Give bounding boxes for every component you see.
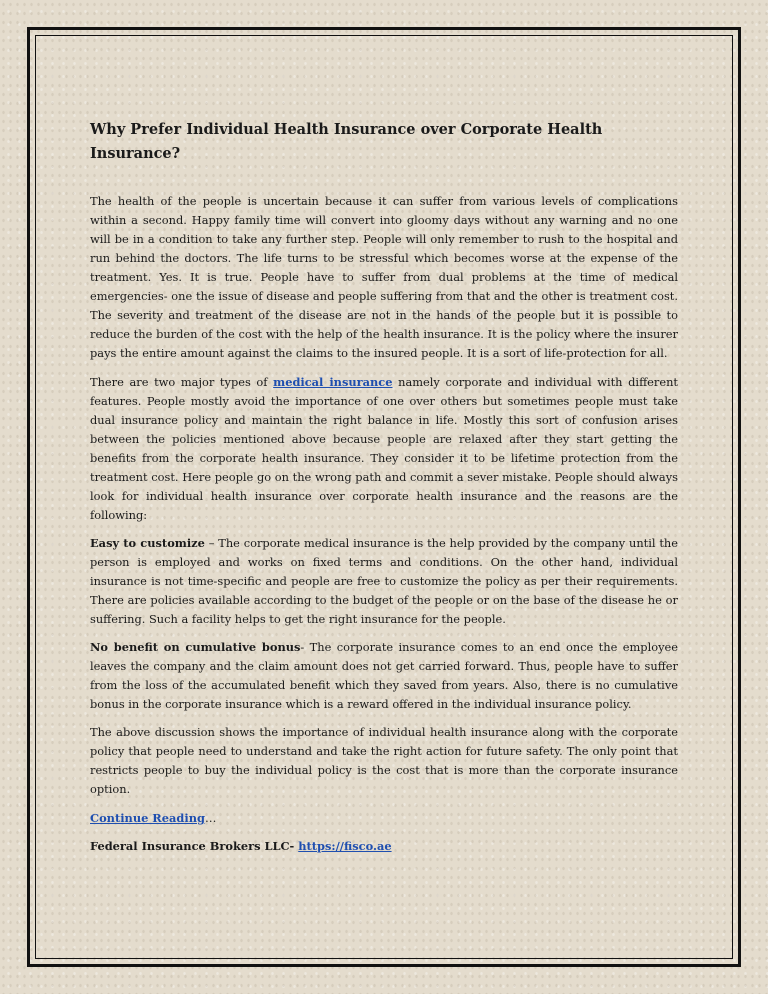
continue-reading-link[interactable]: Continue Reading (90, 811, 205, 825)
point-easy-to-customize (90, 534, 678, 629)
continue-reading-line (90, 809, 678, 828)
footer-company-name: Federal Insurance Brokers LLC- (90, 839, 299, 853)
point-cumulative-bonus (90, 638, 678, 714)
point-cumulative-bonus-text: - The corporate insurance comes to an end once the employee leaves the company and the claim amount does not get carried forward. Thus, people have to suffer from the loss of the accumulated benefit which they saved from years. Also, there is no cumulative bonus in the corporate insurance which is a reward offered in the individual insurance policy. (90, 640, 678, 711)
types-paragraph (90, 373, 678, 525)
intro-paragraph: The health of the people is uncertain because it can suffer from various levels of complications within a second. Happy family time will convert into gloomy days without any warning and no one will be in a condition to take any further step. People will only remember to rush to the hospital and run behind the doctors. The life turns to be stressful which becomes worse at the expense of the treatment. Yes. It is true. People have to suffer from dual problems at the time of medical emergencies- one the issue of disease and people suffering from that and the other is treatment cost. The severity and treatment of the disease are not in the hands of the people but it is possible to reduce the burden of the cost with the help of the health insurance. It is the policy where the insurer pays the entire amount against the claims to the insured people. It is a sort of life-protection for all. (90, 194, 678, 360)
document-title: Why Prefer Individual Health Insurance over Corporate Health Insurance? (90, 121, 603, 162)
continue-reading-ellipsis: … (204, 811, 217, 825)
conclusion-paragraph: The above discussion shows the importance of individual health insurance along with the corporate policy that people need to understand and take the right action for future safety. The only point that restricts people to buy the individual policy is the cost that is more than the corporate insurance option. (90, 725, 678, 796)
footer-company-line (90, 837, 678, 856)
medical-insurance-link[interactable]: medical insurance (273, 375, 393, 389)
point-easy-to-customize-text: – The corporate medical insurance is the help provided by the company until the person is employed and works on fixed terms and conditions. On the other hand, individual insurance is not time-specific and people are free to customize the policy as per their requirements. There are policies available according to the budget of the people or on the base of the disease he or suffering. Such a facility helps to get the right insurance for the people. (90, 536, 679, 626)
point-easy-to-customize-heading: Easy to customize (90, 536, 205, 550)
point-cumulative-bonus-heading: No benefit on cumulative bonus (90, 640, 301, 654)
types-paragraph-rest: namely corporate and individual with different features. People mostly avoid the importance of one over others but sometimes people must take dual insurance policy and maintain the right balance in life. Mostly this sort of confusion arises between the policies mentioned above because people are relaxed after they start getting the benefits from the corporate health insurance. They consider it to be lifetime protection from the treatment cost. Here people go on the wrong path and commit a sever mistake. People should always look for individual health insurance over corporate health insurance and the reasons are the following: (90, 375, 678, 522)
footer-website-link[interactable]: https://fisco.ae (298, 839, 392, 853)
document-body (90, 118, 678, 856)
types-paragraph-start: There are two major types of (90, 375, 274, 389)
